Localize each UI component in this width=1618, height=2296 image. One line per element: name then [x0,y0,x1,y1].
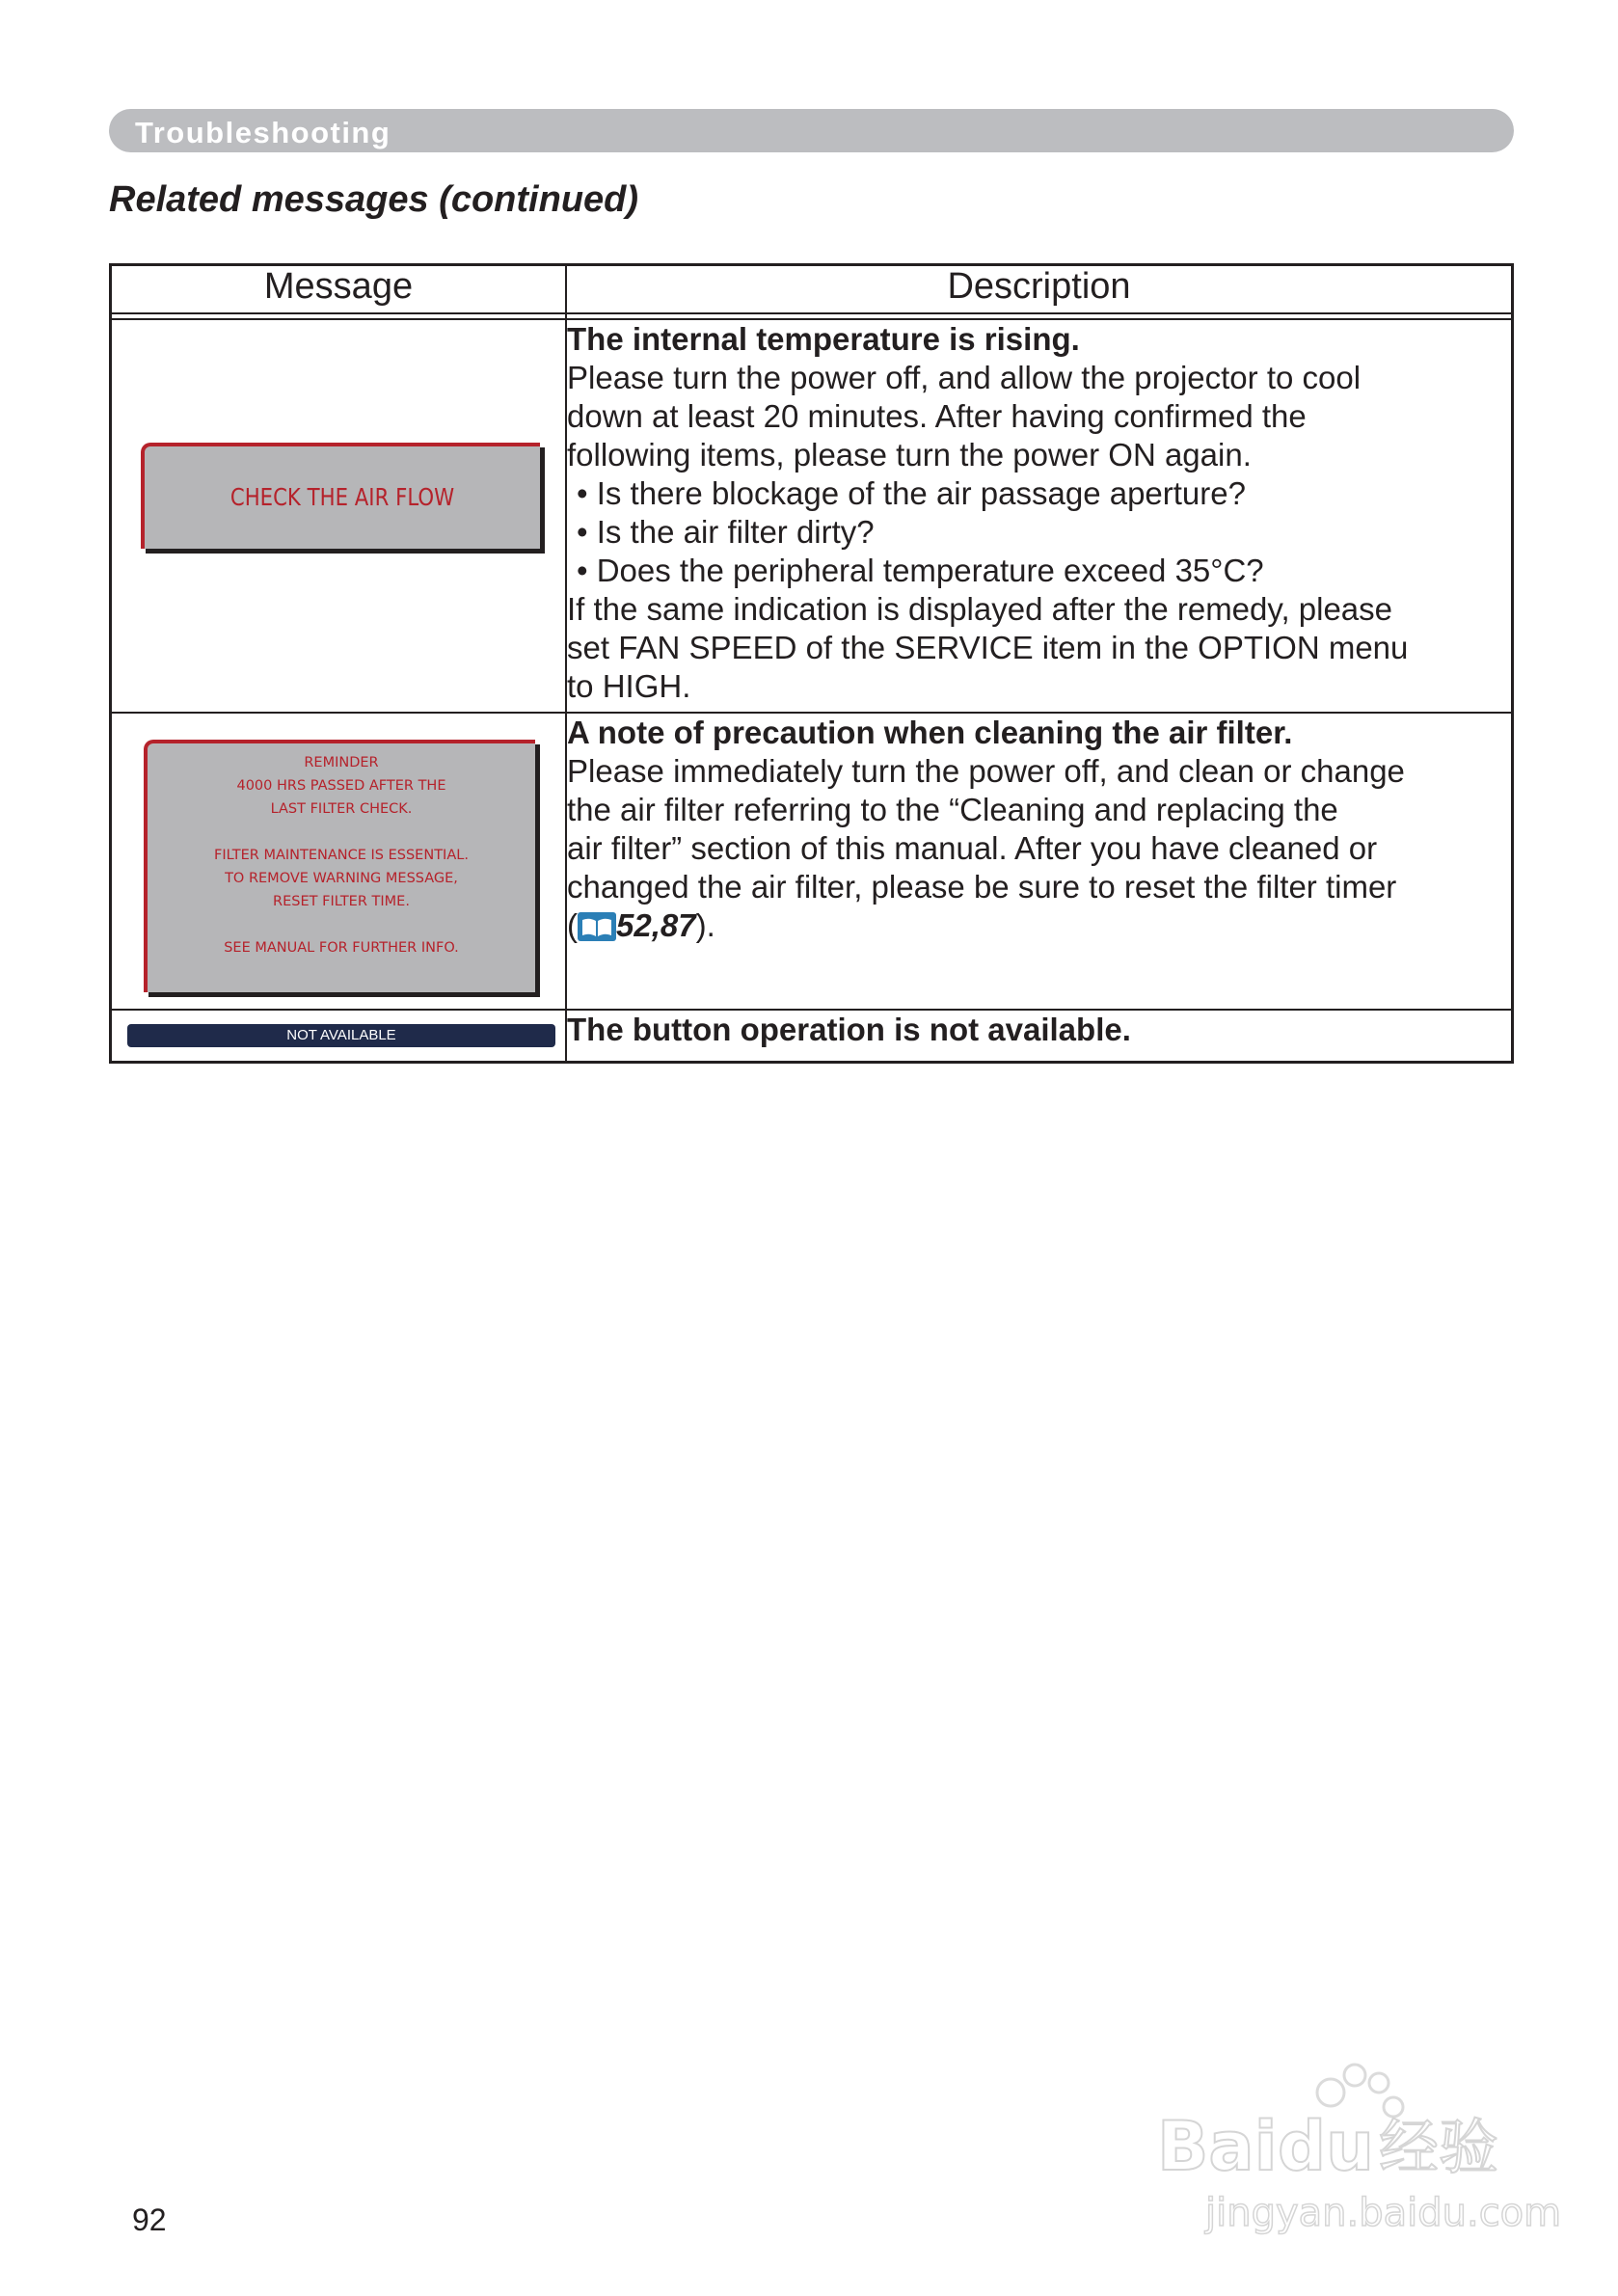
description-cell [566,713,1513,1010]
osd-line: TO REMOVE WARNING MESSAGE, [225,871,458,886]
page-subtitle: Related messages (continued) [109,179,639,220]
osd-line: FILTER MAINTENANCE IS ESSENTIAL. [214,848,469,863]
osd-text-block [148,743,535,959]
row-title: A note of precaution when cleaning the air filter. [567,715,1293,750]
osd-line: LAST FILTER CHECK. [270,801,413,817]
message-cell [111,713,567,1010]
table-row [111,713,1513,1010]
description-line: Please turn the power off, and allow the projector to cool [567,360,1362,395]
messages-table [109,263,1514,1064]
svg-text:jingyan.baidu.com: jingyan.baidu.com [1205,2191,1562,2235]
svg-text:经验: 经验 [1379,2112,1499,2182]
not-available-osd: NOT AVAILABLE [127,1024,555,1047]
table-row [111,1010,1513,1062]
osd-line: RESET FILTER TIME. [273,894,410,909]
description-cell [566,319,1513,713]
osd-spacer [148,821,535,844]
filter-reminder-osd [144,740,535,992]
page-reference [567,906,1511,945]
description-line: If the same indication is displayed after the remedy, please [567,591,1393,627]
row-title: The button operation is not available. [567,1012,1131,1047]
osd-line: REMINDER [304,755,379,770]
table-row [111,319,1513,713]
bullet-item: • Is the air filter dirty? [577,514,875,550]
description-line: changed the air filter, please be sure to reset the filter timer [567,869,1397,905]
osd-spacer [148,913,535,936]
row-title: The internal temperature is rising. [567,321,1080,357]
svg-text:Bai: Bai [1157,2107,1278,2186]
page-number: 92 [132,2202,167,2237]
description-line: following items, please turn the power ON again. [567,437,1252,473]
column-header-description: Description [566,265,1513,314]
osd-label: CHECK THE AIR FLOW [229,483,455,511]
check-air-flow-osd [141,443,540,549]
bullet-item: • Is there blockage of the air passage aperture? [577,475,1246,511]
baidu-watermark [1147,2054,1562,2237]
ref-open: ( [567,907,578,943]
ref-close: ). [695,907,715,943]
osd-line: SEE MANUAL FOR FURTHER INFO. [224,940,459,956]
description-line: down at least 20 minutes. After having confirmed the [567,398,1307,434]
osd-line: 4000 HRS PASSED AFTER THE [236,778,446,794]
ref-pages: 52,87 [616,907,696,943]
table-header-row [111,265,1513,314]
description-line: Please immediately turn the power off, and clean or change [567,753,1405,789]
description-line: to HIGH. [567,668,691,704]
section-title: Troubleshooting [135,116,391,149]
column-header-message: Message [111,265,567,314]
description-line: the air filter referring to the “Cleaning and replacing the [567,792,1338,827]
description-line: air filter” section of this manual. After you have cleaned or [567,830,1378,866]
book-icon [578,912,616,941]
message-cell [111,1010,567,1062]
message-cell [111,319,567,713]
section-header-bar [109,109,1514,152]
bullet-item: • Does the peripheral temperature exceed 35°C? [577,553,1264,588]
description-cell [566,1010,1513,1062]
description-line: set FAN SPEED of the SERVICE item in the OPTION menu [567,630,1409,665]
svg-text:du: du [1278,2107,1374,2186]
